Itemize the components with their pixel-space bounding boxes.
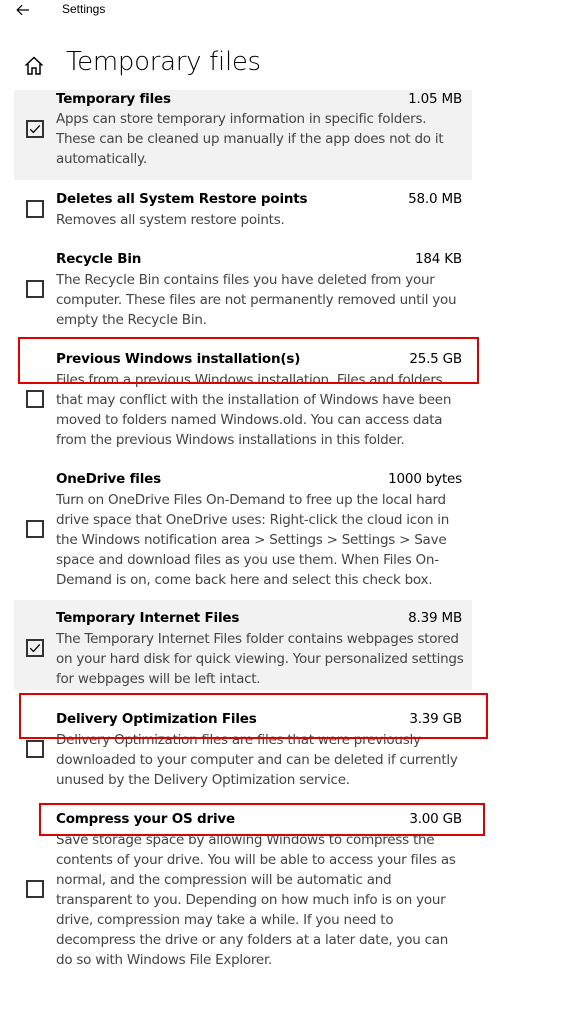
checkbox-temporary-internet-files[interactable] (26, 639, 44, 657)
item-description: Delivery Optimization files are files that were previously downloaded to your computer and can be deleted if currently unused by the Delivery Optimization service. (56, 732, 458, 788)
checkbox-system-restore-points[interactable] (26, 200, 44, 218)
list-item-recycle-bin[interactable] (14, 250, 472, 330)
checkmark-icon (29, 123, 41, 135)
item-name: OneDrive files (56, 471, 161, 487)
app-title: Settings (62, 2, 106, 16)
checkbox-delivery-optimization-files[interactable] (26, 740, 44, 758)
back-button[interactable] (10, 0, 36, 20)
item-name: Deletes all System Restore points (56, 191, 308, 207)
item-description: Removes all system restore points. (56, 212, 285, 228)
checkbox-previous-windows-installation[interactable] (26, 390, 44, 408)
item-size: 8.39 MB (408, 610, 462, 626)
item-name: Temporary files (56, 91, 171, 107)
title-bar (0, 0, 579, 22)
item-description: Files from a previous Windows installation. Files and folders that may conflict with the installation of Windows have been moved to folders named Windows.old. You can access data from the previous Windows installations in this folder. (56, 372, 452, 448)
item-size: 3.00 GB (409, 811, 462, 827)
checkbox-recycle-bin[interactable] (26, 280, 44, 298)
list-item-temporary-internet-files[interactable] (14, 600, 472, 690)
checkbox-temporary-files[interactable] (26, 120, 44, 138)
item-size: 3.39 GB (409, 711, 462, 727)
home-button[interactable] (22, 54, 46, 78)
item-name: Recycle Bin (56, 251, 142, 267)
item-description: Save storage space by allowing Windows to compress the contents of your drive. You will be able to access your files as normal, and the compression will be automatic and transparent to you. Depending on how much info is on your drive, compression may take a while. If you need to decompress the drive or any folders at a later date, you can do so with Windows File Explorer. (56, 832, 456, 968)
item-name: Previous Windows installation(s) (56, 351, 301, 367)
list-item-temporary-files[interactable] (14, 90, 472, 180)
item-size: 1.05 MB (408, 91, 462, 107)
item-description: The Temporary Internet Files folder contains webpages stored on your hard disk for quick viewing. Your personalized settings for webpages will be left intact. (56, 631, 464, 687)
checkmark-icon (29, 642, 41, 654)
list-item-onedrive-files[interactable] (14, 470, 472, 590)
item-size: 1000 bytes (388, 471, 462, 487)
list-item-compress-os-drive[interactable] (14, 810, 472, 970)
item-description: The Recycle Bin contains files you have deleted from your computer. These files are not permanently removed until you empty the Recycle Bin. (56, 272, 457, 328)
home-icon (22, 54, 46, 78)
page-title: Temporary files (66, 47, 261, 77)
item-description: Apps can store temporary information in specific folders. These can be cleaned up manually if the app does not do it automatically. (56, 111, 444, 167)
list-item-delivery-optimization-files[interactable] (14, 710, 472, 790)
item-description: Turn on OneDrive Files On-Demand to free up the local hard drive space that OneDrive uses: Right-click the cloud icon in the Windows notification area > Settings > Settings > Save space and download files as you use them. When Files On-Demand is on, come back here and select this check box. (56, 492, 450, 588)
item-size: 184 KB (415, 251, 462, 267)
item-name: Compress your OS drive (56, 811, 235, 827)
back-arrow-icon (16, 4, 30, 16)
item-name: Temporary Internet Files (56, 610, 240, 626)
list-item-system-restore-points[interactable] (14, 190, 472, 235)
checkbox-compress-os-drive[interactable] (26, 880, 44, 898)
item-name: Delivery Optimization Files (56, 711, 257, 727)
item-size: 25.5 GB (409, 351, 462, 367)
list-item-previous-windows-installation[interactable] (14, 350, 472, 450)
checkbox-onedrive-files[interactable] (26, 520, 44, 538)
item-size: 58.0 MB (408, 191, 462, 207)
